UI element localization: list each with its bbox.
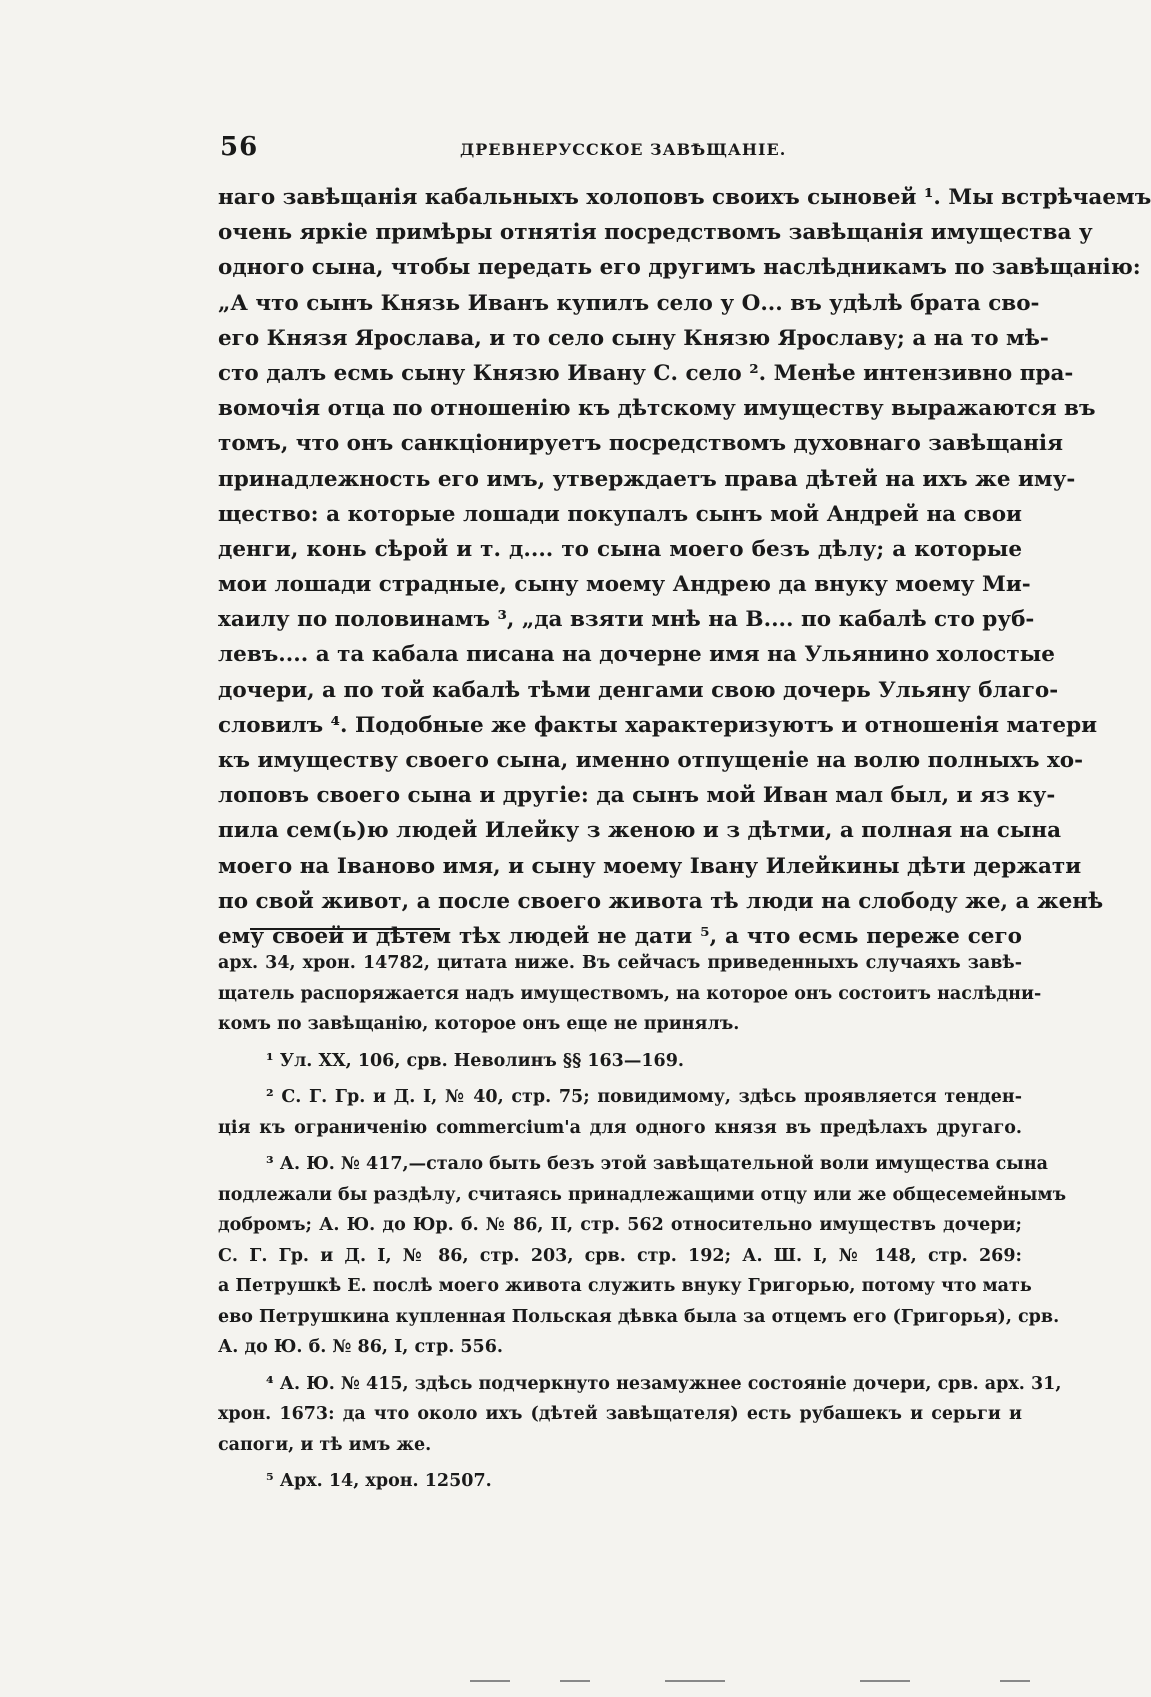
body-line: лоповъ своего сына и другіе: да сынъ мой Иван мал был, и яз ку- <box>218 783 1056 809</box>
footnote-line: С. Г. Гр. и Д. I, № 86, стр. 203, срв. стр. 192; А. Ш. I, № 148, стр. 269: <box>218 1245 1022 1266</box>
body-line: вомочія отца по отношенію къ дѣтскому имуществу выражаются въ <box>218 396 1096 422</box>
footnote-line: хрон. 1673: да что около ихъ (дѣтей завѣщателя) есть рубашекъ и серьги и <box>218 1404 1022 1424</box>
body-line: щество: а которые лошади покупалъ сынъ мой Андрей на свои <box>218 501 1022 527</box>
body-line: словилъ ⁴. Подобные же факты характеризуютъ и отношенія матери <box>218 712 1098 738</box>
body-line: денги, конь сѣрой и т. д.... то сына моего безъ дѣлу; а которые <box>218 536 1022 562</box>
footnote-line: ¹ Ул. XX, 106, срв. Неволинъ §§ 163—169. <box>266 1050 684 1071</box>
footnote-line: ⁴ А. Ю. № 415, здѣсь подчеркнуто незамужнее состояніе дочери, срв. арх. 31, <box>266 1373 1062 1394</box>
body-line: принадлежность его имъ, утверждаетъ права дѣтей на ихъ же иму- <box>218 466 1076 492</box>
footnote-line: ція къ ограниченію commercium'а для одного князя въ предѣлахъ другаго. <box>218 1117 1022 1138</box>
running-title: ДРЕВНЕРУССКОЕ ЗАВѢЩАНІЕ. <box>460 140 787 159</box>
footnote-line: ³ А. Ю. № 417,—стало быть безъ этой завѣщательной воли имущества сына <box>266 1154 1048 1174</box>
footnote-line: ² С. Г. Гр. и Д. I, № 40, стр. 75; повидимому, здѣсь проявляется тенден- <box>266 1087 1022 1107</box>
body-line: томъ, что онъ санкціонируетъ посредствомъ духовнаго завѣщанія <box>218 431 1063 457</box>
footnote-continuation <box>218 948 1042 1040</box>
footnote-line: а Петрушкѣ Е. послѣ моего живота служить внуку Григорью, потому что мать <box>218 1276 1032 1296</box>
body-line: по свой живот, а после своего живота тѣ люди на слободу же, а женѣ <box>218 888 1104 914</box>
body-line: „А что сынъ Князь Иванъ купилъ село у О... въ удѣлѣ брата сво- <box>218 290 1040 316</box>
body-line: наго завѣщанія кабальныхъ холоповъ своихъ сыновей ¹. Мы встрѣчаемъ <box>218 185 1151 210</box>
body-line: одного сына, чтобы передать его другимъ наслѣдникамъ по завѣщанію: <box>218 255 1141 281</box>
body-line: левъ.... а та кабала писана на дочерне имя на Ульянино холостые <box>218 642 1055 668</box>
footnote-1 <box>218 1046 1022 1077</box>
body-line: дочери, а по той кабалѣ тѣми денгами свою дочерь Ульяну благо- <box>218 677 1059 703</box>
footnote-line: сапоги, и тѣ имъ же. <box>218 1434 432 1455</box>
footnote-line: подлежали бы раздѣлу, считаясь принадлежащими отцу или же общесемейнымъ <box>218 1184 1066 1205</box>
body-line: ему своей и дѣтем тѣх людей не дати ⁵, а что есмь переже сего <box>218 923 1022 949</box>
body-line: сто далъ есмь сыну Князю Ивану С. село ². Менѣе интензивно пра- <box>218 360 1074 386</box>
body-line: къ имуществу своего сына, именно отпущеніе на волю полныхъ хо- <box>218 748 1084 773</box>
body-line: мои лошади страдные, сыну моему Андрею да внуку моему Ми- <box>218 572 1031 598</box>
footnote-line: добромъ; А. Ю. до Юр. б. № 86, II, стр. 562 относительно имуществъ дочери; <box>218 1215 1022 1235</box>
footnote-line: ⁵ Арх. 14, хрон. 12507. <box>266 1471 492 1491</box>
footnote-2 <box>218 1082 1022 1143</box>
body-text <box>218 180 1151 954</box>
footnote-line: щатель распоряжается надъ имуществомъ, на которое онъ состоитъ наслѣдни- <box>218 983 1042 1004</box>
footnote-3 <box>218 1149 1066 1363</box>
footnote-4 <box>218 1369 1062 1461</box>
body-line: его Князя Ярослава, и то село сыну Князю Ярославу; а на то мѣ- <box>218 325 1049 351</box>
footnote-line: ево Петрушкина купленная Польская дѣвка была за отцемъ его (Григорья), срв. <box>218 1306 1060 1327</box>
footnote-5 <box>218 1466 1022 1497</box>
body-line: хаилу по половинамъ ³, „да взяти мнѣ на В.... по кабалѣ сто руб- <box>218 607 1035 633</box>
body-line: пила сем(ь)ю людей Илейку з женою и з дѣтми, а полная на сына <box>218 818 1062 844</box>
footnote-line: А. до Ю. б. № 86, I, стр. 556. <box>218 1337 503 1357</box>
scan-edge-specks <box>0 1680 1140 1686</box>
page-number: 56 <box>220 132 259 162</box>
footnote-line: комъ по завѣщанію, которое онъ еще не принялъ. <box>218 1014 740 1034</box>
footnote-line: арх. 34, хрон. 14782, цитата ниже. Въ сейчасъ приведенныхъ случаяхъ завѣ- <box>218 953 1022 973</box>
body-line: очень яркіе примѣры отнятія посредствомъ завѣщанія имущества у <box>218 220 1093 246</box>
footnote-separator-rule <box>250 928 440 930</box>
footnotes <box>218 948 1066 1497</box>
body-line: моего на Іваново имя, и сыну моему Івану Илейкины дѣти держати <box>218 853 1082 879</box>
